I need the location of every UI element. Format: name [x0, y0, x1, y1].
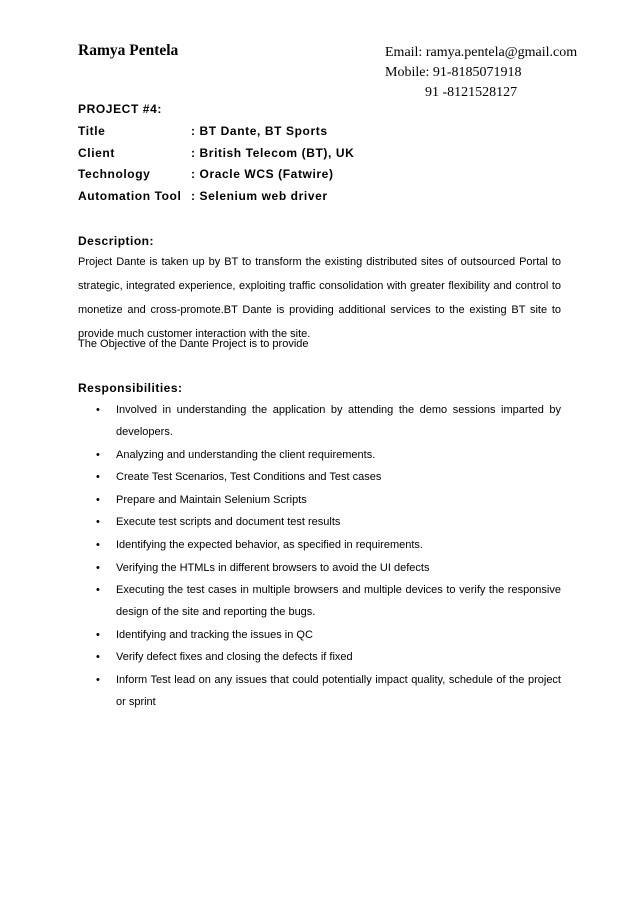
detail-key: Technology	[78, 167, 151, 181]
objective-text: The Objective of the Dante Project is to provide	[78, 338, 309, 350]
detail-row-automation-tool	[78, 189, 354, 211]
bullet-icon: •	[96, 448, 100, 461]
list-item	[96, 511, 561, 533]
bullet-icon: •	[96, 628, 100, 641]
contact-block	[385, 43, 577, 103]
detail-key: Automation Tool	[78, 188, 182, 203]
detail-row-title	[78, 124, 354, 146]
list-item-text: Verifying the HTMLs in different browsers to avoid the UI defects	[116, 561, 430, 574]
project-heading: PROJECT #4:	[78, 102, 162, 116]
responsibilities-list	[96, 399, 561, 714]
list-item	[96, 399, 561, 443]
detail-key: Title	[78, 124, 106, 138]
detail-key: Client	[78, 145, 115, 160]
secondary-phone-text: 91 -8121528127	[425, 85, 518, 100]
list-item	[96, 669, 561, 713]
list-item	[96, 534, 561, 556]
list-item-text: Involved in understanding the application by attending the demo sessions imparted by developers.	[116, 404, 561, 438]
detail-value: : British Telecom (BT), UK	[191, 145, 355, 160]
list-item	[96, 646, 561, 668]
list-item-text: Executing the test cases in multiple browsers and multiple devices to verify the responsive design of the site and reporting the bugs.	[116, 584, 561, 619]
mobile-text: Mobile: 91-8185071918	[385, 65, 522, 80]
list-item-text: Prepare and Maintain Selenium Scripts	[116, 493, 307, 506]
detail-value: : Selenium web driver	[191, 188, 328, 203]
detail-value: : BT Dante, BT Sports	[191, 124, 328, 138]
description-paragraph	[78, 250, 561, 346]
detail-value: : Oracle WCS (Fatwire)	[191, 167, 334, 181]
bullet-icon: •	[96, 404, 100, 416]
description-text: Project Dante is taken up by BT to transform the existing distributed sites of outsourced Portal to strategic, integrated experience, exploiting traffic consolidation with greater flexibility and control to monetize and cross-promote.BT Dante is providing additional services to the existing BT site to provide much customer interaction with the site.	[78, 256, 561, 340]
list-item	[96, 444, 561, 466]
list-item-text: Identifying the expected behavior, as specified in requirements.	[116, 538, 423, 551]
bullet-icon: •	[96, 538, 100, 551]
list-item	[96, 466, 561, 488]
bullet-icon: •	[96, 584, 100, 597]
responsibilities-heading: Responsibilities:	[78, 381, 183, 395]
bullet-icon: •	[96, 516, 100, 529]
description-heading: Description:	[78, 234, 155, 248]
detail-row-client	[78, 146, 354, 168]
list-item-text: Inform Test lead on any issues that could potentially impact quality, schedule of the project or sprint	[116, 673, 561, 708]
bullet-icon: •	[96, 673, 100, 686]
email-text: Email: ramya.pentela@gmail.com	[385, 45, 578, 60]
bullet-icon: •	[96, 561, 100, 574]
list-item	[96, 557, 561, 579]
project-details	[78, 124, 354, 210]
list-item-text: Identifying and tracking the issues in QC	[116, 628, 313, 641]
list-item-text: Create Test Scenarios, Test Conditions and Test cases	[116, 471, 382, 484]
bullet-icon: •	[96, 471, 100, 484]
list-item	[96, 624, 561, 646]
list-item-text: Analyzing and understanding the client requirements.	[116, 448, 376, 461]
candidate-name: Ramya Pentela	[78, 42, 179, 59]
list-item-text: Execute test scripts and document test results	[116, 516, 341, 529]
detail-row-technology	[78, 167, 354, 189]
list-item	[96, 489, 561, 511]
list-item-text: Verify defect fixes and closing the defects if fixed	[116, 651, 353, 664]
bullet-icon: •	[96, 651, 100, 664]
bullet-icon: •	[96, 493, 100, 506]
list-item	[96, 579, 561, 623]
